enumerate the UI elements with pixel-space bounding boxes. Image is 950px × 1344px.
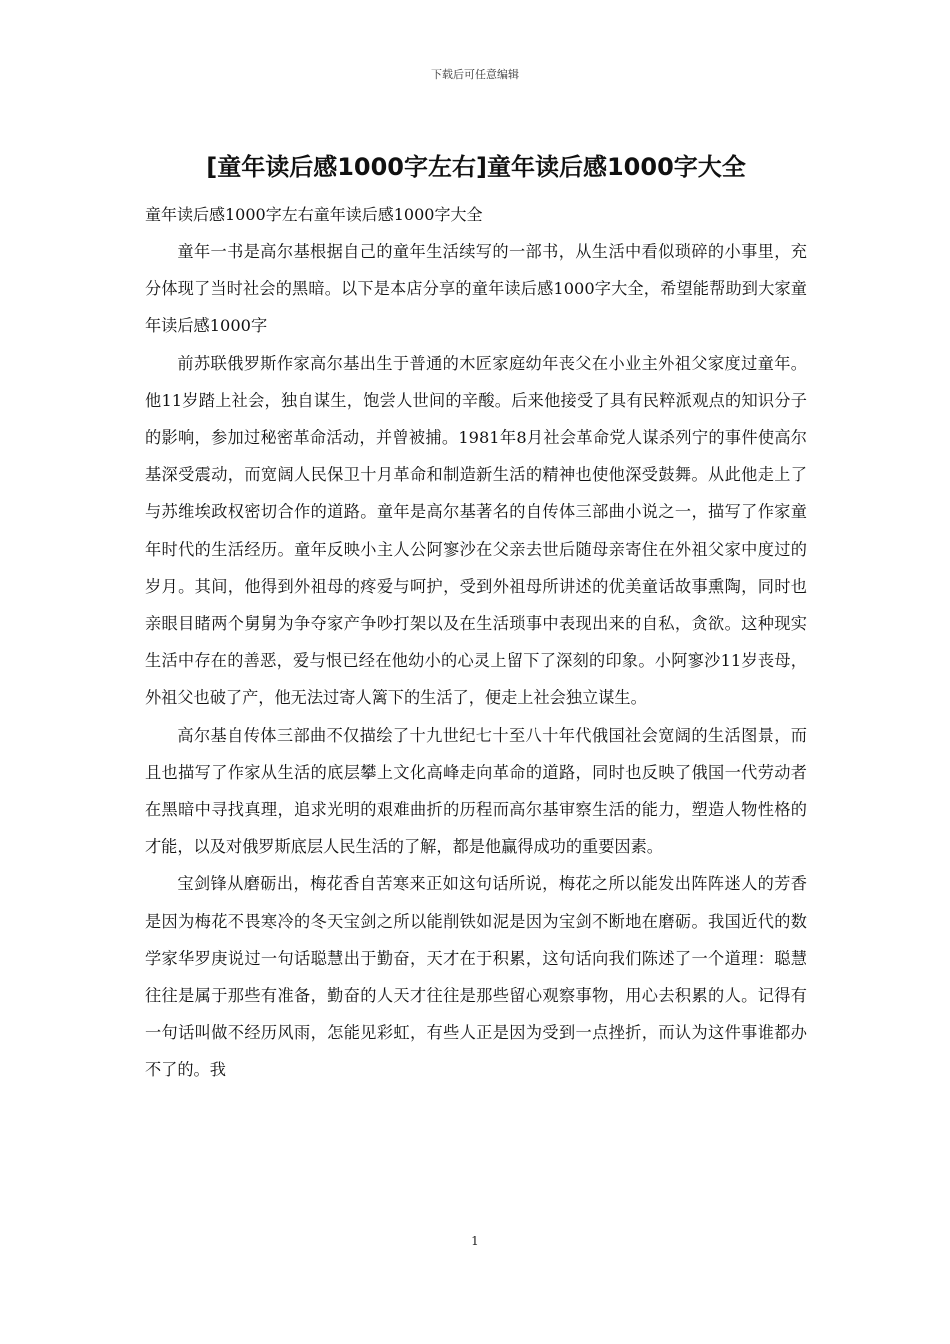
paragraph-2: 前苏联俄罗斯作家高尔基出生于普通的木匠家庭幼年丧父在小业主外祖父家度过童年。他11岁踏上社会，独自谋生，饱尝人世间的辛酸。后来他接受了具有民粹派观点的知识分子的影响，参加过秘密革命活动，并曾被捕。1981年8月社会革命党人谋杀列宁的事件使高尔基深受震动，而宽阔人民保卫十月革命和制造新生活的精神也使他深受鼓舞。从此他走上了与苏维埃政权密切合作的道路。童年是高尔基著名的自传体三部曲小说之一，描写了作家童年时代的生活经历。童年反映小主人公阿寥沙在父亲去世后随母亲寄住在外祖父家中度过的岁月。其间，他得到外祖母的疼爱与呵护，受到外祖母所讲述的优美童话故事熏陶，同时也亲眼目睹两个舅舅为争夺家产争吵打架以及在生活琐事中表现出来的自私，贪欲。这种现实生活中存在的善恶，爱与恨已经在他幼小的心灵上留下了深刻的印象。小阿寥沙11岁丧母，外祖父也破了产，他无法过寄人篱下的生活了，便走上社会独立谋生。 (145, 353, 807, 708)
document-title: [童年读后感1000字左右]童年读后感1000字大全 (206, 153, 746, 181)
paragraph-4: 宝剑锋从磨砺出，梅花香自苦寒来正如这句话所说，梅花之所以能发出阵阵迷人的芳香是因为梅花不畏寒冷的冬天宝剑之所以能削铁如泥是因为宝剑不断地在磨砺。我国近代的数学家华罗庚说过一句话聪慧出于勤奋，天才在于积累，这句话向我们陈述了一个道理：聪慧往往是属于那些有准备，勤奋的人天才往往是那些留心观察事物，用心去积累的人。记得有一句话叫做不经历风雨，怎能见彩虹，有些人正是因为受到一点挫折，而认为这件事谁都办不了的。我 (145, 874, 807, 1080)
page-header: 下载后可任意编辑 (431, 68, 519, 81)
document-body (145, 150, 807, 1089)
paragraph-3: 高尔基自传体三部曲不仅描绘了十九世纪七十至八十年代俄国社会宽阔的生活图景，而且也描写了作家从生活的底层攀上文化高峰走向革命的道路，同时也反映了俄国一代劳动者在黑暗中寻找真理，追求光明的艰难曲折的历程而高尔基审察生活的能力，塑造人物性格的才能，以及对俄罗斯底层人民生活的了解，都是他赢得成功的重要因素。 (145, 725, 807, 857)
page-number: 1 (471, 1234, 479, 1248)
document-subtitle: 童年读后感1000字左右童年读后感1000字大全 (145, 205, 483, 224)
paragraph-1: 童年一书是高尔基根据自己的童年生活续写的一部书，从生活中看似琐碎的小事里，充分体现了当时社会的黑暗。以下是本店分享的童年读后感1000字大全，希望能帮助到大家童年读后感1000字 (145, 242, 807, 336)
